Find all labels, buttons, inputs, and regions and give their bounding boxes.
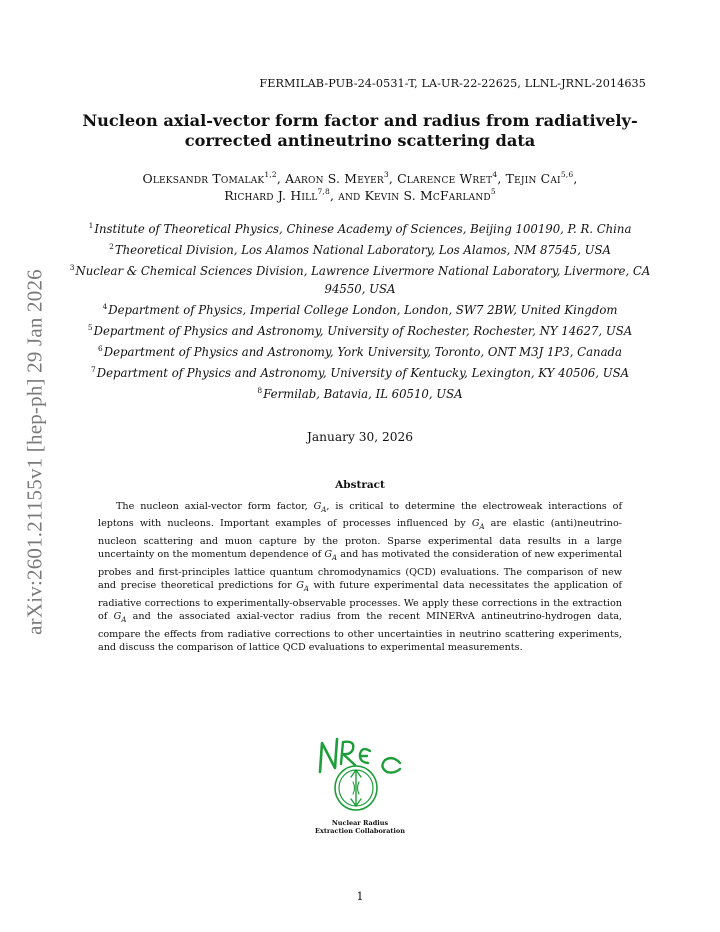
author-affiliation-marker: 7,8 (317, 186, 330, 196)
affiliation-item (60, 263, 660, 298)
affiliation-number: 8 (257, 385, 263, 395)
author-affiliation-marker: 3 (383, 170, 389, 179)
affiliation-item (60, 365, 660, 383)
author-name: Clarence Wret (397, 171, 493, 186)
page-number: 1 (356, 890, 364, 903)
affiliation-number: 3 (69, 263, 75, 272)
paper-title: Nucleon axial-vector form factor and radius from radiatively-corrected antineutrino scattering data (82, 111, 638, 150)
author-separator: , (573, 171, 578, 186)
affiliation-number: 5 (87, 322, 93, 332)
affiliation-text: Department of Physics and Astronomy, York University, Toronto, ONT M3J 1P3, Canada (103, 344, 622, 359)
author-name: Aaron S. Meyer (285, 171, 384, 186)
author-separator: , (497, 171, 506, 186)
math-symbol: $G_A$ (324, 549, 338, 563)
affiliation-number: 2 (109, 242, 114, 251)
author-name: Oleksandr Tomalak (142, 171, 265, 186)
author-name: Kevin S. McFarland (364, 187, 491, 203)
arxiv-stamp-text: arXiv:2601.21155v1 [hep-ph] 29 Jan 2026 (22, 269, 47, 635)
affiliation-number: 7 (90, 364, 96, 374)
author-separator: , and (329, 187, 365, 203)
logo-caption-line-1: Nuclear Radius (331, 819, 389, 827)
affiliation-text: Fermilab, Batavia, IL 60510, USA (263, 386, 463, 401)
math-symbol: $G_A$ (113, 611, 127, 625)
affiliation-item (60, 344, 660, 362)
affiliation-number: 4 (102, 301, 108, 311)
author-list (60, 171, 660, 204)
affiliation-item (60, 221, 660, 239)
affiliation-text: Institute of Theoretical Physics, Chinese Academy of Sciences, Beijing 100190, P. R. China (94, 222, 632, 236)
math-symbol: $G_A$ (313, 501, 327, 514)
author-separator: , (276, 171, 286, 186)
arxiv-stamp (20, 257, 50, 647)
affiliation-item (60, 323, 660, 341)
author-name: Richard J. Hill (224, 187, 318, 203)
publication-date: January 30, 2026 (307, 430, 413, 444)
logo-caption (260, 819, 460, 835)
affiliation-item (60, 386, 660, 404)
affiliation-text: Department of Physics and Astronomy, University of Rochester, Rochester, NY 14627, USA (93, 323, 633, 338)
affiliation-text: Department of Physics, Imperial College London, London, SW7 2BW, United Kingdom (108, 302, 618, 317)
affiliation-text: Department of Physics and Astronomy, University of Kentucky, Lexington, KY 40506, USA (96, 365, 630, 380)
affiliation-text: Theoretical Division, Los Alamos National Laboratory, Los Alamos, NM 87545, USA (114, 243, 611, 257)
report-number: FERMILAB-PUB-24-0531-T, LA-UR-22-22625, LLNL-JRNL-2014635 (259, 77, 646, 90)
nrec-logo (308, 727, 418, 817)
affiliation-item (60, 302, 660, 320)
math-symbol: $G_A$ (471, 518, 485, 532)
math-symbol: $G_A$ (296, 580, 309, 594)
author-separator: , (388, 171, 398, 186)
logo-caption-line-2: Extraction Collaboration (315, 827, 405, 835)
author-affiliation-marker: 5,6 (560, 170, 574, 179)
author-name: Tejin Cai (505, 171, 561, 186)
abstract-body: The nucleon axial-vector form factor, $G_A$, is critical to determine the electroweak interactions of leptons with nucleons. Important examples of processes influenced by $G_A$ are elastic (anti)neutrino-nucleon scattering and muon capture by the proton. Sparse experimental data results in a large uncertainty on the momentum dependence of $G_A$ and has motivated the consideration of new experimental probes and first-principles lattice quantum chromodynamics (QCD) evaluations. The comparison of new and precise theoretical predictions for $G_A$ with future experimental data necessitates the application of radiative corrections to experimentally-observable processes. We apply these corrections in the extraction of $G_A$ and the associated axial-vector radius from the recent MINERvA antineutrino-hydrogen data, compare the effects from radiative corrections to other uncertainties in neutrino scattering experiments, and discuss the comparison of lattice QCD evaluations to experimental measurements. (98, 501, 623, 654)
abstract-heading: Abstract (335, 479, 385, 491)
author-affiliation-marker: 1,2 (264, 170, 277, 179)
affiliation-number: 6 (97, 343, 103, 353)
author-affiliation-marker: 4 (492, 170, 498, 179)
author-affiliation-marker: 5 (490, 186, 496, 196)
affiliation-number: 1 (88, 221, 94, 230)
affiliation-list (60, 221, 660, 407)
affiliation-text: Nuclear & Chemical Sciences Division, Lawrence Livermore National Laboratory, Livermore, CA 94550, USA (75, 264, 651, 296)
affiliation-item (60, 242, 660, 260)
